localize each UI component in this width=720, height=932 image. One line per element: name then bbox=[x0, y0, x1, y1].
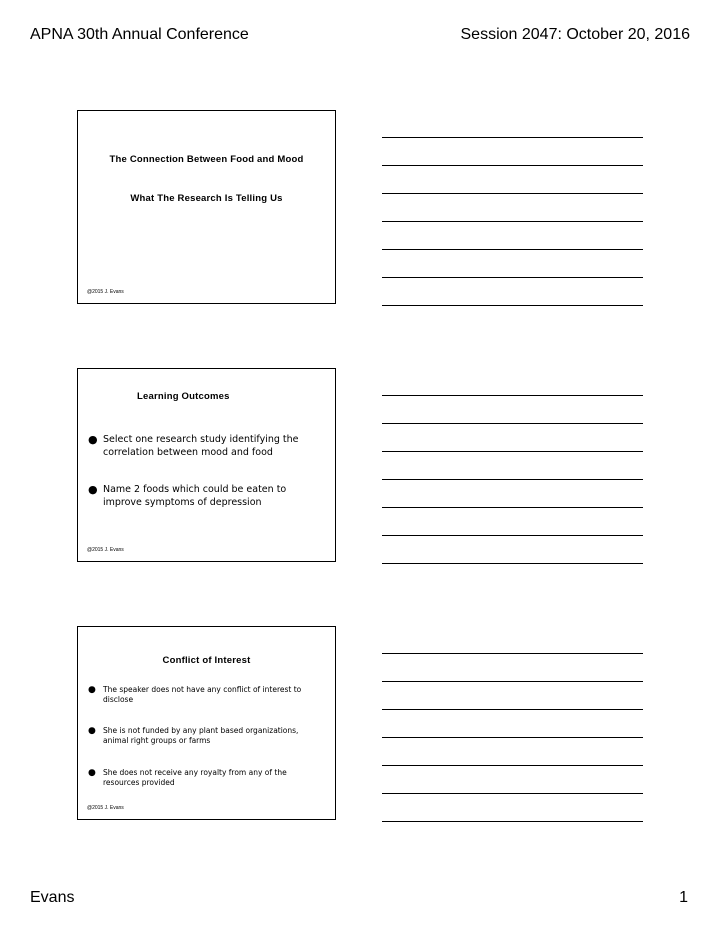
slide-title: The Connection Between Food and Mood bbox=[109, 154, 304, 165]
slide-3 bbox=[77, 626, 336, 820]
header-session: Session 2047: October 20, 2016 bbox=[460, 26, 690, 43]
bullet-item bbox=[88, 433, 325, 459]
bullet-item bbox=[88, 685, 325, 705]
note-line bbox=[382, 137, 643, 138]
slide-title: Conflict of Interest bbox=[162, 655, 251, 666]
note-line bbox=[382, 165, 643, 166]
note-line bbox=[382, 507, 643, 508]
slide-title: Learning Outcomes bbox=[137, 391, 230, 402]
page-number: 1 bbox=[679, 889, 688, 906]
note-line bbox=[382, 793, 643, 794]
note-line bbox=[382, 423, 643, 424]
bullet-text: Name 2 foods which could be eaten to improve symptoms of depression bbox=[103, 484, 287, 508]
bullet-item bbox=[88, 483, 325, 509]
slide-copyright: @2015 J. Evans bbox=[87, 289, 124, 295]
slide-copyright: @2015 J. Evans bbox=[87, 547, 124, 553]
bullet-text: Select one research study identifying the correlation between mood and food bbox=[103, 434, 299, 458]
note-line bbox=[382, 737, 643, 738]
note-line bbox=[382, 305, 643, 306]
header-title: APNA 30th Annual Conference bbox=[30, 26, 249, 43]
note-line bbox=[382, 535, 643, 536]
note-line bbox=[382, 451, 643, 452]
note-line bbox=[382, 277, 643, 278]
bullet-icon: ● bbox=[88, 433, 98, 446]
note-line bbox=[382, 563, 643, 564]
bullet-item bbox=[88, 768, 325, 788]
bullet-item bbox=[88, 726, 325, 746]
bullet-text: The speaker does not have any conflict of interest to disclose bbox=[103, 685, 302, 704]
slide-subtitle: What The Research Is Telling Us bbox=[130, 193, 283, 204]
slide-copyright: @2015 J. Evans bbox=[87, 805, 124, 811]
bullet-icon: ● bbox=[88, 726, 96, 736]
bullet-icon: ● bbox=[88, 483, 98, 496]
slide-1 bbox=[77, 110, 336, 304]
note-line bbox=[382, 193, 643, 194]
note-line bbox=[382, 709, 643, 710]
bullet-text: She does not receive any royalty from any of the resources provided bbox=[103, 768, 287, 787]
note-line bbox=[382, 765, 643, 766]
note-line bbox=[382, 653, 643, 654]
note-line bbox=[382, 821, 643, 822]
bullet-icon: ● bbox=[88, 768, 96, 778]
footer-author: Evans bbox=[30, 889, 75, 906]
note-line bbox=[382, 479, 643, 480]
note-line bbox=[382, 681, 643, 682]
slide-2 bbox=[77, 368, 336, 562]
note-line bbox=[382, 395, 643, 396]
bullet-icon: ● bbox=[88, 685, 96, 695]
note-line bbox=[382, 221, 643, 222]
bullet-text: She is not funded by any plant based organizations, animal right groups or farms bbox=[103, 726, 299, 745]
note-line bbox=[382, 249, 643, 250]
